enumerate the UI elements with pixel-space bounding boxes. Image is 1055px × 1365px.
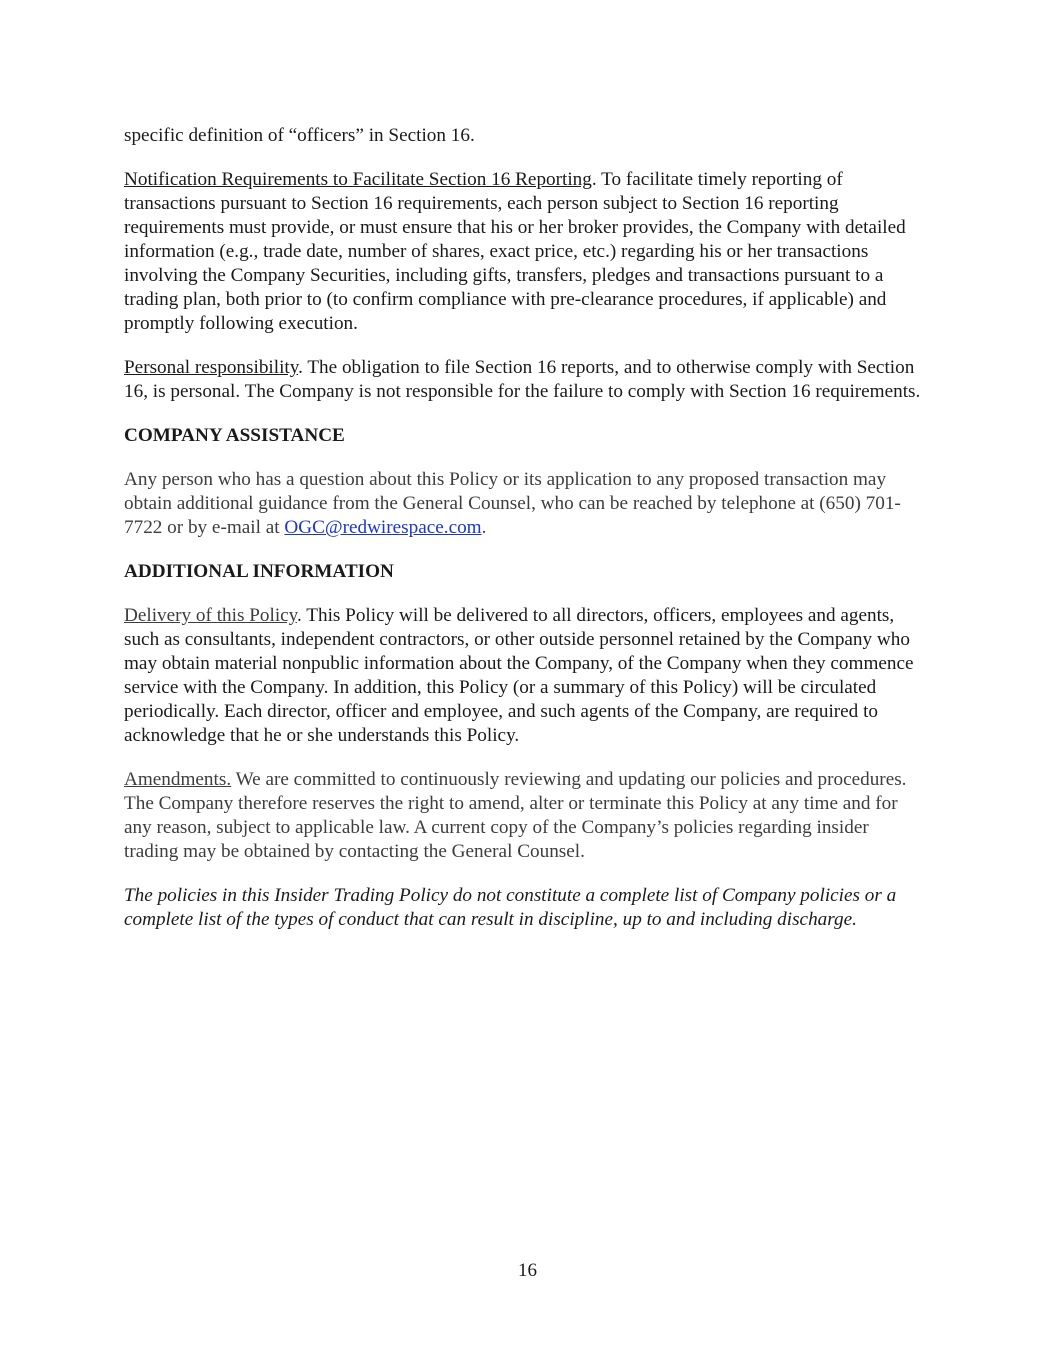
company-assistance-paragraph <box>124 468 924 540</box>
additional-information-heading: ADDITIONAL INFORMATION <box>124 561 394 582</box>
intro-tail-paragraph <box>124 124 924 148</box>
document-page <box>124 124 924 952</box>
notification-paragraph <box>124 168 924 336</box>
page-number: 16 <box>518 1260 537 1281</box>
delivery-heading: Delivery of this Policy <box>124 605 298 626</box>
delivery-body: . This Policy will be delivered to all directors, officers, employees and agents, such as consultants, independent contractors, or other outside personnel retained by the Company who may obtain material nonpublic information about the Company, of the Company when they commence service with the Company. In addition, this Policy (or a summary of this Policy) will be circulated periodically. Each director, officer and employee, and such agents of the Company, are required to acknowledge that he or she understands this Policy. <box>124 605 914 746</box>
personal-responsibility-body: . The obligation to file Section 16 reports, and to otherwise comply with Section 16, is personal. The Company is not responsible for the failure to comply with Section 16 requirements. <box>124 357 921 402</box>
company-assistance-tail: . <box>481 517 487 538</box>
email-link[interactable]: OGC@redwirespace.com <box>284 517 482 538</box>
personal-responsibility-heading: Personal responsibility <box>124 357 299 378</box>
amendments-heading: Amendments. <box>124 769 232 790</box>
notification-heading: Notification Requirements to Facilitate Section 16 Reporting <box>124 169 592 190</box>
company-assistance-body: Any person who has a question about this Policy or its application to any proposed transaction may obtain additional guidance from the General Counsel, who can be reached by telephone at (650) 701- 7722 or by e-mail at <box>124 469 901 538</box>
intro-tail-text: specific definition of “officers” in Section 16. <box>124 125 475 146</box>
notification-body: . To facilitate timely reporting of transactions pursuant to Section 16 requirements, each person subject to Section 16 reporting requirements must provide, or must ensure that his or her broker provides, the Company with detailed information (e.g., trade date, number of shares, exact price, etc.) regarding his or her transactions involving the Company Securities, including gifts, transfers, pledges and transactions pursuant to a trading plan, both prior to (to confirm compliance with pre-clearance procedures, if applicable) and promptly following execution. <box>124 169 906 334</box>
personal-responsibility-paragraph <box>124 356 924 404</box>
company-assistance-heading: COMPANY ASSISTANCE <box>124 425 345 446</box>
amendments-body: We are committed to continuously reviewing and updating our policies and procedures. The Company therefore reserves the right to amend, alter or terminate this Policy at any time and for any reason, subject to applicable law. A current copy of the Company’s policies regarding insider trading may be obtained by contacting the General Counsel. <box>124 769 907 862</box>
disclaimer-paragraph: The policies in this Insider Trading Policy do not constitute a complete list of Company policies or a complete list of the types of conduct that can result in discipline, up to and including discharge. <box>124 885 897 930</box>
amendments-paragraph <box>124 768 924 864</box>
delivery-paragraph <box>124 604 924 748</box>
